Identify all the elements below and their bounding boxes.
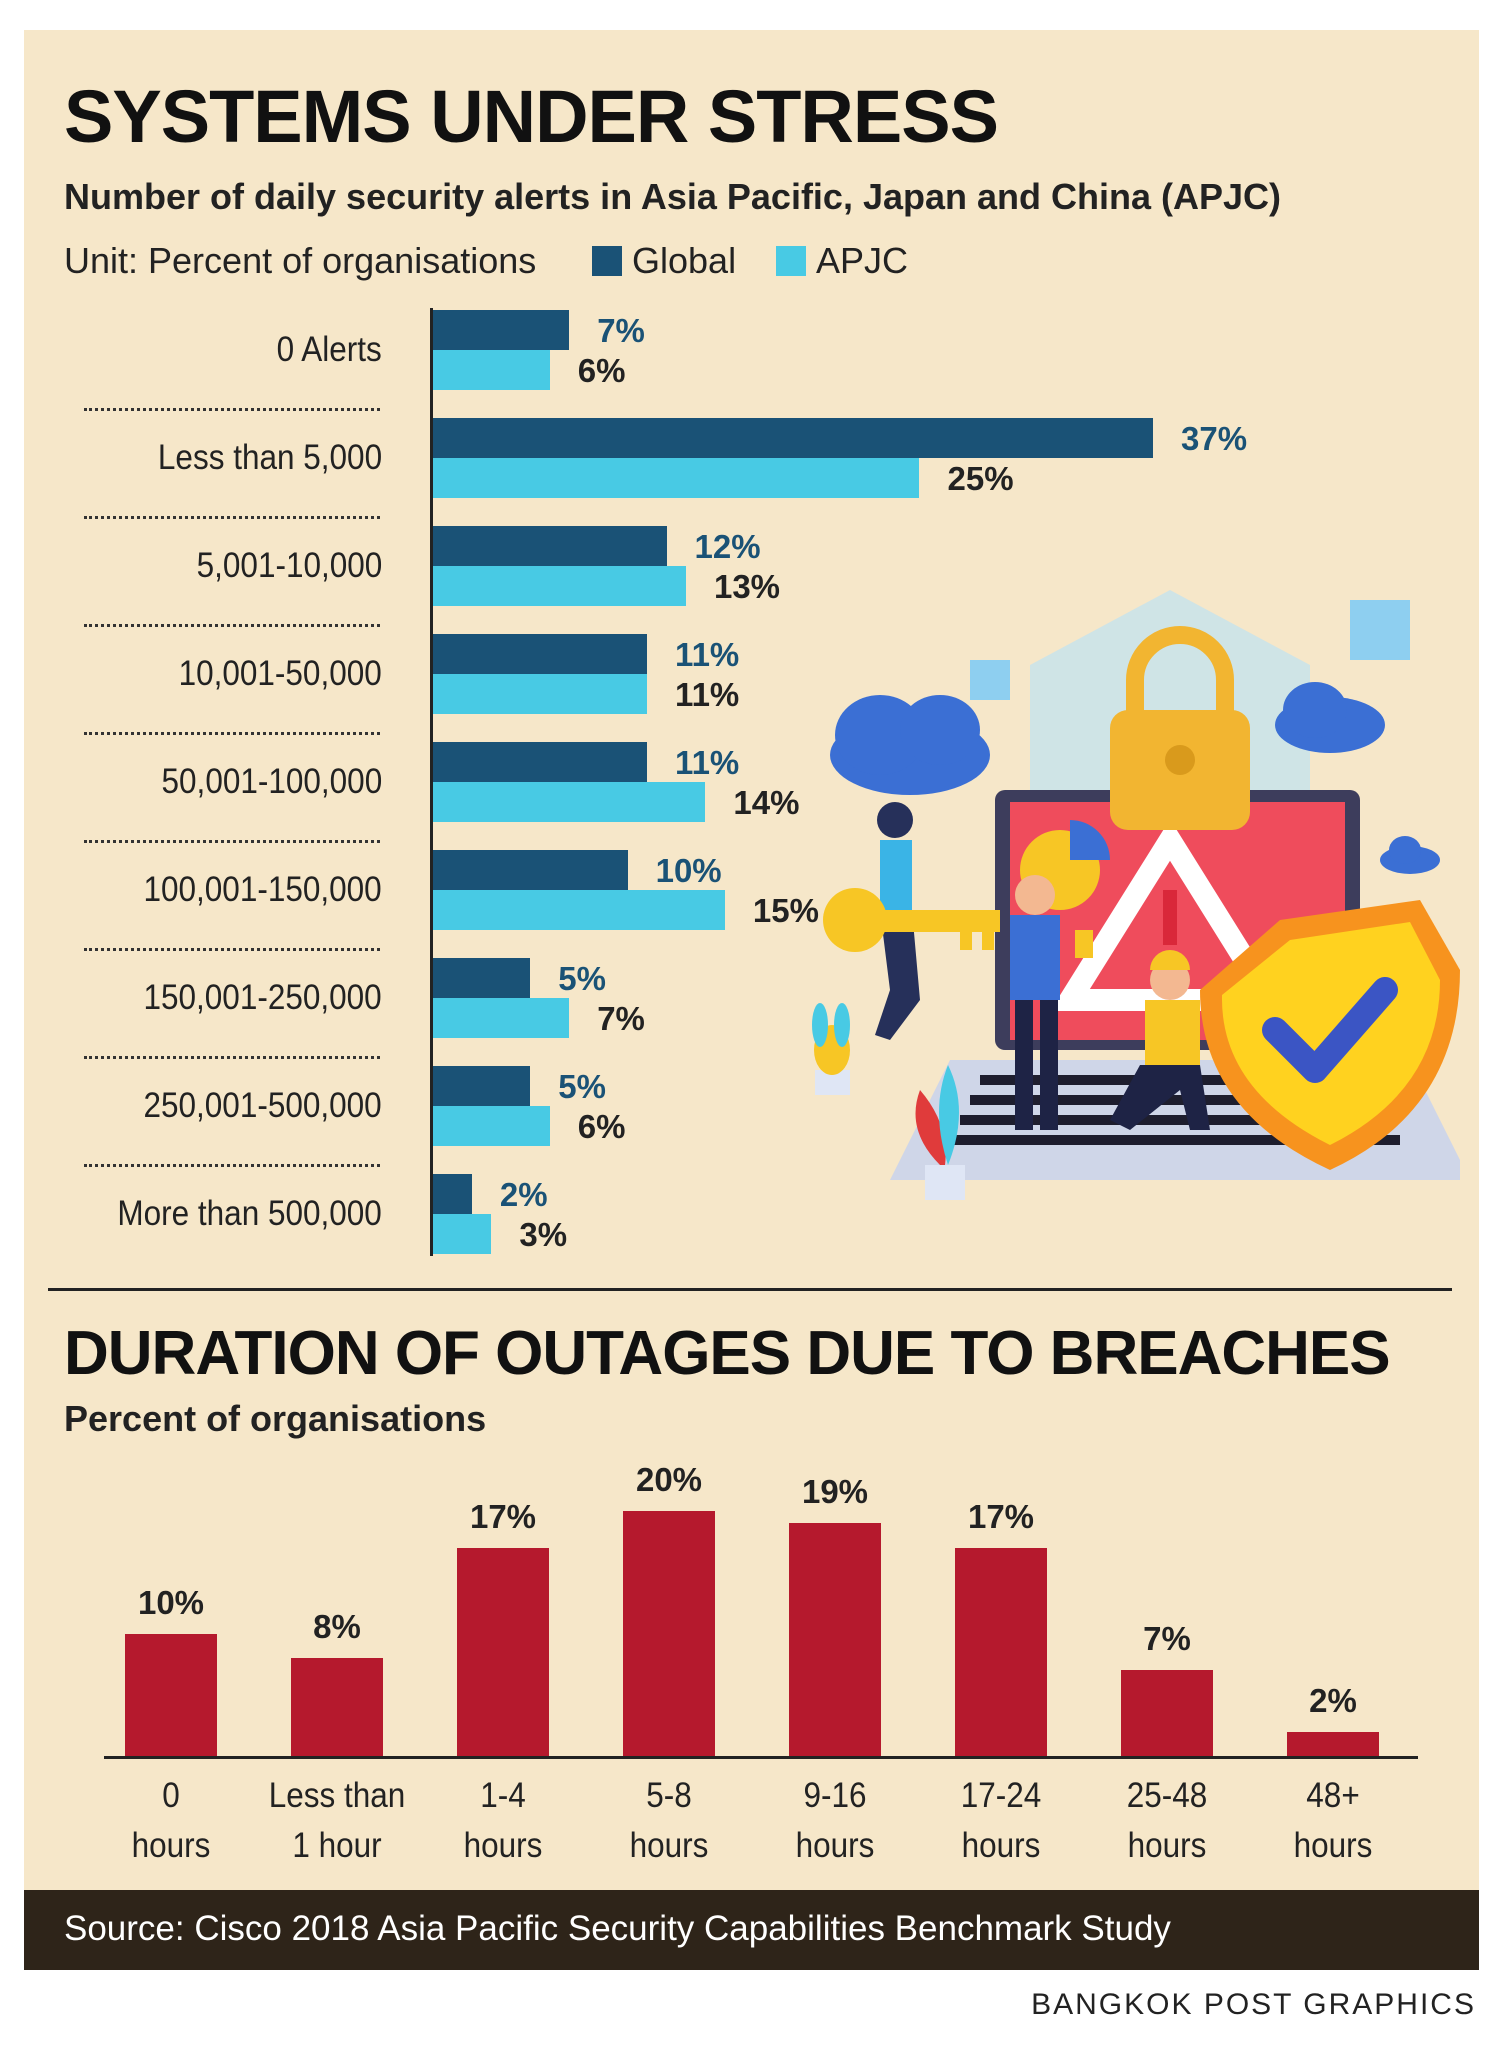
- outage-category-label: 1 hour: [292, 1826, 382, 1865]
- outage-category-label: 5-8: [646, 1776, 692, 1815]
- bar-global: [433, 634, 647, 674]
- security-illustration: [770, 570, 1460, 1270]
- outage-bar: [1287, 1732, 1379, 1757]
- value-label-apjc: 7%: [597, 1000, 645, 1037]
- section-divider: [48, 1288, 1452, 1291]
- bar-global: [433, 526, 667, 566]
- bar-apjc: [433, 458, 919, 498]
- category-label: 150,001-250,000: [143, 978, 382, 1017]
- value-label-apjc: 6%: [577, 352, 626, 389]
- bar-global: [433, 958, 530, 998]
- plant-icon: [812, 1003, 850, 1095]
- outage-value-label: 2%: [1309, 1681, 1357, 1719]
- bar-global: [433, 742, 647, 782]
- outage-category-label: hours: [1293, 1826, 1373, 1865]
- bar-apjc: [433, 782, 705, 822]
- source-note: Source: Cisco 2018 Asia Pacific Security Capabilities Benchmark Study: [64, 1909, 1171, 1948]
- unit-label: Unit: Percent of organisations: [64, 240, 537, 281]
- value-label-global: 5%: [558, 960, 606, 997]
- value-label-global: 12%: [694, 528, 761, 565]
- value-label-global: 37%: [1181, 420, 1248, 457]
- value-label-apjc: 11%: [675, 676, 740, 713]
- cube-icon: [970, 660, 1010, 700]
- outage-value-label: 17%: [967, 1497, 1035, 1535]
- value-label-apjc: 6%: [577, 1108, 626, 1145]
- legend-apjc: [776, 240, 908, 282]
- legend-global: [592, 240, 736, 282]
- outage-category-label: 48+: [1306, 1776, 1360, 1815]
- bar-apjc: [433, 674, 647, 714]
- category-label: 100,001-150,000: [143, 870, 382, 909]
- value-label-global: 5%: [558, 1068, 606, 1105]
- value-label-global: 11%: [675, 744, 740, 781]
- outage-category-label: 25-48: [1126, 1776, 1208, 1815]
- row-separator: [84, 948, 380, 951]
- bar-apjc: [433, 1106, 550, 1146]
- legend-global-label: Global: [632, 240, 737, 281]
- row-separator: [84, 1056, 380, 1059]
- credit-line: BANGKOK POST GRAPHICS: [1031, 1988, 1476, 2021]
- value-label-apjc: 14%: [733, 784, 800, 821]
- outage-bar: [955, 1548, 1047, 1756]
- row-separator: [84, 840, 380, 843]
- value-label-apjc: 3%: [519, 1216, 568, 1253]
- category-label: 0 Alerts: [276, 330, 382, 369]
- outage-value-label: 19%: [801, 1473, 869, 1511]
- value-label-apjc: 25%: [947, 460, 1014, 497]
- outage-category-label: hours: [463, 1826, 543, 1865]
- outage-category-label: hours: [795, 1826, 875, 1865]
- bar-apjc: [433, 350, 550, 390]
- value-label-apjc: 15%: [752, 892, 819, 929]
- outage-category-label: Less than: [268, 1776, 406, 1815]
- row-separator: [84, 516, 380, 519]
- bar-apjc: [433, 566, 686, 606]
- chart1-title: SYSTEMS UNDER STRESS: [64, 75, 998, 158]
- outage-bar: [457, 1548, 549, 1756]
- outage-bar: [291, 1658, 383, 1756]
- outage-value-label: 20%: [635, 1461, 703, 1498]
- cube-icon: [1350, 600, 1410, 660]
- category-label: 250,001-500,000: [143, 1086, 382, 1125]
- outage-value-label: 17%: [469, 1497, 537, 1535]
- warning-mark: [1163, 890, 1177, 945]
- outage-category-label: 9-16: [803, 1776, 867, 1815]
- bar-apjc: [433, 1214, 491, 1254]
- outage-category-label: 1-4: [480, 1776, 526, 1815]
- category-label: Less than 5,000: [157, 438, 382, 477]
- category-label: 50,001-100,000: [161, 762, 382, 801]
- legend-apjc-swatch: [776, 246, 806, 276]
- outage-value-label: 7%: [1143, 1620, 1191, 1658]
- outage-category-label: hours: [1127, 1826, 1207, 1865]
- category-label: More than 500,000: [117, 1194, 382, 1233]
- chart1-axis: [430, 308, 433, 1256]
- outage-category-label: hours: [131, 1826, 211, 1865]
- value-label-global: 10%: [655, 852, 722, 889]
- chart2-baseline: [104, 1756, 1418, 1759]
- value-label-apjc: 13%: [713, 568, 781, 605]
- padlock-keyhole: [1165, 745, 1195, 775]
- bar-apjc: [433, 998, 569, 1038]
- bar-apjc: [433, 890, 725, 930]
- row-separator: [84, 1164, 380, 1167]
- bar-global: [433, 310, 569, 350]
- category-label: 10,001-50,000: [178, 654, 382, 693]
- chart2-subtitle: Percent of organisations: [64, 1398, 487, 1439]
- outage-bar: [1121, 1670, 1213, 1756]
- legend-apjc-label: APJC: [816, 240, 909, 281]
- outage-bar: [623, 1511, 715, 1756]
- outage-category-label: hours: [961, 1826, 1041, 1865]
- outage-bar: [789, 1523, 881, 1756]
- value-label-global: 2%: [499, 1176, 548, 1213]
- outage-category-label: 0: [162, 1776, 180, 1815]
- legend-global-swatch: [592, 246, 622, 276]
- cloud-icon: [830, 695, 990, 795]
- bar-global: [433, 850, 628, 890]
- outage-category-label: hours: [629, 1826, 709, 1865]
- row-separator: [84, 732, 380, 735]
- value-label-global: 7%: [597, 312, 645, 349]
- bar-global: [433, 1174, 472, 1214]
- row-separator: [84, 624, 380, 627]
- outage-value-label: 10%: [137, 1583, 205, 1621]
- outage-value-label: 8%: [313, 1608, 361, 1645]
- bar-global: [433, 1066, 530, 1106]
- row-separator: [84, 408, 380, 411]
- value-label-global: 11%: [675, 636, 740, 673]
- chart1-subtitle: Number of daily security alerts in Asia Pacific, Japan and China (APJC): [64, 176, 1282, 217]
- outage-bar: [125, 1634, 217, 1757]
- category-label: 5,001-10,000: [196, 546, 382, 585]
- chart2-title: DURATION OF OUTAGES DUE TO BREACHES: [64, 1319, 1390, 1388]
- cloud-icon: [1380, 836, 1440, 874]
- bar-global: [433, 418, 1153, 458]
- outage-category-label: 17-24: [960, 1776, 1042, 1815]
- cloud-icon: [1275, 682, 1385, 753]
